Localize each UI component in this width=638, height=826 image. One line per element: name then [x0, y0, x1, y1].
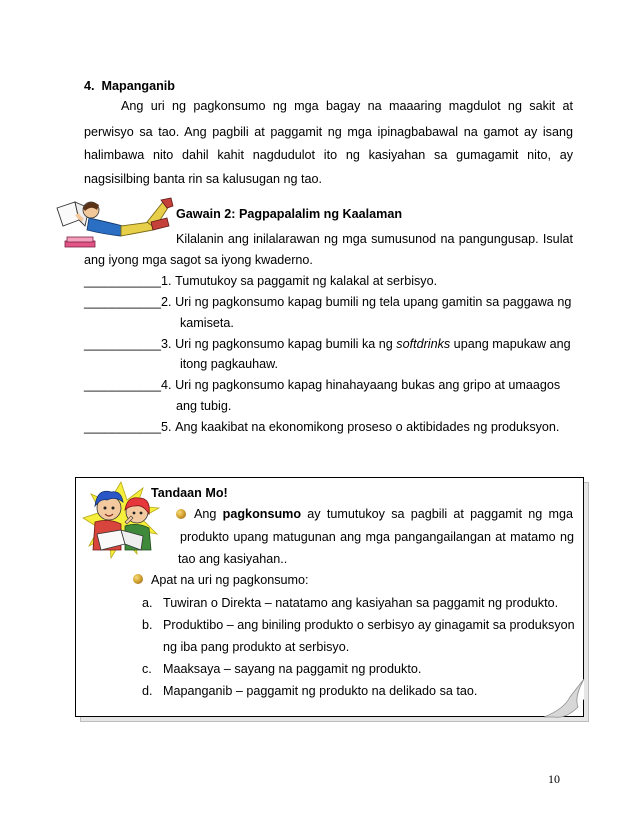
answer-blank: ___________ [84, 295, 162, 309]
paragraph-line-1: Ang uri ng pagkonsumo ng mga bagay na maaaring magdulot ng sakit at [121, 99, 573, 113]
item-number: 5. [161, 420, 172, 434]
definition-line-3: tao ang kasiyahan.. [178, 552, 288, 566]
section-heading: 4. Mapanganib [84, 79, 175, 93]
item-text-italic: softdrinks [396, 337, 451, 351]
item-number: 4. [161, 378, 172, 392]
type-letter-a: a. [142, 596, 153, 610]
section-title: Mapanganib [101, 79, 175, 93]
item-number: 2. [161, 295, 172, 309]
paragraph-line-3: halimbawa nito dahil kahit nagdudulot ito ng kasiyahan sa gumagamit nito, ay [84, 148, 573, 162]
type-text-b-cont: ng iba pang produkto at serbisyo. [163, 640, 350, 654]
item-number: 3. [161, 337, 172, 351]
gawain-item-1 [84, 274, 437, 288]
answer-blank: ___________ [84, 274, 162, 288]
paragraph-line-2: perwisyo sa tao. Ang pagbili at paggamit ng mga ipinagbabawal na gamot ay isang [84, 125, 573, 139]
item-text: Tumutukoy sa paggamit ng kalakal at serbisyo. [175, 274, 438, 288]
item-text: Uri ng pagkonsumo kapag bumili ng tela upang gamitin sa paggawa ng [175, 295, 572, 309]
page-curl-icon [544, 679, 586, 719]
answer-blank: ___________ [84, 337, 162, 351]
definition-term: pagkonsumo [222, 507, 302, 521]
answer-blank: ___________ [84, 378, 162, 392]
gawain-item-5 [84, 420, 559, 434]
gawain-instruction-line-1: Kilalanin ang inilalarawan ng mga sumusunod na pangungusap. Isulat [176, 232, 573, 246]
gawain-item-4-cont: ang tubig. [176, 399, 232, 413]
type-letter-d: d. [142, 684, 153, 698]
gawain-item-3 [84, 337, 571, 351]
paragraph-line-4: nagsisilbing banta rin sa kalusugan ng tao. [84, 172, 323, 186]
reading-student-icon [55, 196, 175, 256]
gawain-item-2-cont: kamiseta. [180, 316, 234, 330]
item-text-post: upang mapukaw ang [450, 337, 571, 351]
gawain-item-3-cont: itong pagkauhaw. [180, 357, 279, 371]
item-text: Ang kaakibat na ekonomikong proseso o aktibidades ng produksyon. [175, 420, 560, 434]
bullet-ball-icon [176, 509, 186, 519]
gawain-item-2 [84, 295, 571, 309]
section-number: 4 [84, 79, 92, 93]
gawain-item-4 [84, 378, 560, 392]
bullet-ball-icon [133, 574, 143, 584]
definition-line-2: produkto upang matugunan ang mga pangangailangan at matamo ng [180, 530, 574, 544]
item-number: 1. [161, 274, 172, 288]
tandaan-title: Tandaan Mo! [151, 486, 228, 500]
page-number: 10 [548, 772, 560, 786]
item-text: Uri ng pagkonsumo kapag hinahayaang bukas ang gripo at umaagos [175, 378, 561, 392]
definition-pre: Ang [194, 507, 223, 521]
gawain-title: Gawain 2: Pagpapalalim ng Kaalaman [176, 207, 403, 221]
gawain-instruction-line-2: ang iyong mga sagot sa iyong kwaderno. [84, 253, 313, 267]
item-text: Uri ng pagkonsumo kapag bumili ka ng [175, 337, 397, 351]
definition-post: ay tumutukoy sa pagbili at paggamit ng mga [301, 507, 573, 521]
type-letter-b: b. [142, 618, 153, 632]
type-text-d: Mapanganib – paggamit ng produkto na delikado sa tao. [163, 684, 478, 698]
type-letter-c: c. [142, 662, 152, 676]
definition-line-1 [194, 507, 573, 521]
types-intro: Apat na uri ng pagkonsumo: [151, 573, 309, 587]
type-text-b: Produktibo – ang biniling produkto o serbisyo ay ginagamit sa produksyon [163, 618, 575, 632]
answer-blank: ___________ [84, 420, 162, 434]
type-text-a: Tuwiran o Direkta – natatamo ang kasiyahan sa paggamit ng produkto. [163, 596, 559, 610]
type-text-c: Maaksaya – sayang na paggamit ng produkto. [163, 662, 422, 676]
